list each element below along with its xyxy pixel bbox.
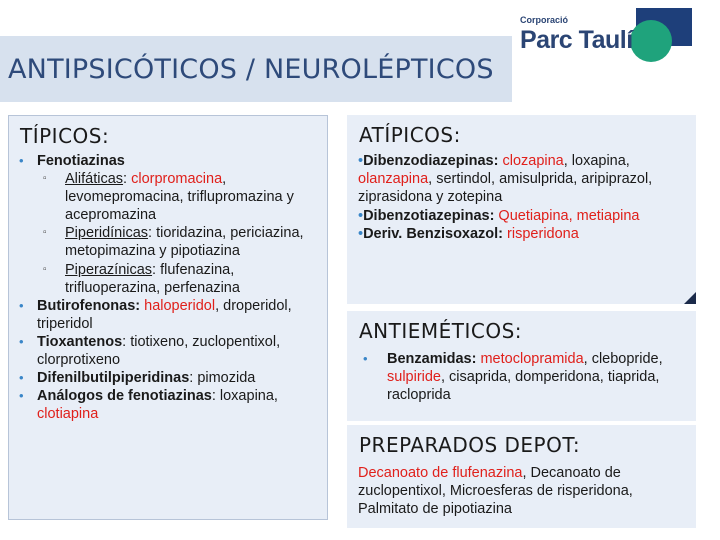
dibenzodiazepinas-red2: olanzapina xyxy=(358,171,429,188)
depot-heading xyxy=(359,433,580,457)
depot-red: Decanoato de flufenazina xyxy=(358,465,523,481)
depot-heading-colon: : xyxy=(572,433,581,457)
benzisoxazol-red: risperidona xyxy=(503,225,579,242)
analogos-red: clotiapina xyxy=(37,406,99,423)
round-bullet-icon: • xyxy=(363,351,368,366)
alifaticas-colon: : xyxy=(123,171,132,188)
depot-text xyxy=(358,464,693,519)
butirofenonas-label: Butirofenonas: xyxy=(37,297,141,314)
tioxantenos-rest: : tiotixeno, zuclopentixol, clorprotixeno xyxy=(37,333,281,369)
round-bullet-icon: • xyxy=(19,153,24,168)
antiemeticos-heading: ANTIEMÉTICOS: xyxy=(359,319,523,343)
list-item xyxy=(43,261,327,297)
tipicos-heading: TÍPICOS: xyxy=(20,124,110,148)
list-item xyxy=(17,152,327,297)
round-bullet-icon: • xyxy=(19,370,24,386)
butirofenonas-rest: , droperidol, triperidol xyxy=(37,297,292,332)
benzisoxazol-label: Deriv. Benzisoxazol: xyxy=(363,225,504,242)
dibenzodiazepinas-rest1: , loxapina, xyxy=(563,153,630,169)
depot-heading-text: PREPARADOS DEPOT xyxy=(359,433,573,457)
round-bullet-icon: • xyxy=(358,153,364,169)
analogos-label: Análogos de fenotiazinas xyxy=(37,388,212,405)
benzamidas-label: Benzamidas: xyxy=(387,351,477,367)
alifaticas-label: Alifáticas xyxy=(65,171,124,188)
round-bullet-icon: • xyxy=(358,225,364,242)
difenil-label: Difenilbutilpiperidinas xyxy=(37,370,190,387)
benzamidas-red2: sulpiride xyxy=(387,369,441,386)
benzamidas-rest2: , cisaprida, domperidona, tiaprida, racloprida xyxy=(387,369,660,404)
piperazinicas-label: Piperazínicas xyxy=(65,261,153,278)
analogos-rest: : loxapina, xyxy=(211,388,278,405)
antiemeticos-panel xyxy=(347,311,696,421)
list-item xyxy=(17,387,327,423)
square-bullet-icon: ▫ xyxy=(43,263,47,275)
dibenzodiazepinas-red: clozapina xyxy=(498,153,564,169)
piperidinicas-label: Piperidínicas xyxy=(65,225,149,242)
list-item xyxy=(43,170,327,224)
list-item xyxy=(17,369,327,387)
corner-triangle-icon xyxy=(684,292,696,304)
tipicos-panel xyxy=(8,115,328,520)
round-bullet-icon: • xyxy=(19,388,24,404)
logo-circle-icon xyxy=(630,20,672,62)
piperidinicas-rest: : tioridazina, periciazina, metopimazina y pipotiazina xyxy=(65,225,304,260)
alifaticas-rest: , levomepromacina, triflupromazina y acepromazina xyxy=(65,171,294,224)
piperazinicas-rest: : flufenazina, trifluoperazina, perfenazina xyxy=(65,261,240,296)
square-bullet-icon: ▫ xyxy=(43,227,47,239)
logo-line1: Corporació xyxy=(520,15,569,25)
antiemeticos-list xyxy=(359,350,689,405)
depot-rest: , Decanoato de zuclopentixol, Microesferas de risperidona, Palmitato de pipotiazina xyxy=(358,465,633,518)
benzamidas-rest1: , clebopride, xyxy=(583,351,663,367)
atipicos-heading: ATÍPICOS: xyxy=(359,123,461,147)
round-bullet-icon: • xyxy=(19,297,24,313)
dibenzotiazepinas-red: Quetiapina, metiapina xyxy=(494,207,640,224)
title-band xyxy=(0,36,512,102)
page-title: ANTIPSICÓTICOS / NEUROLÉPTICOS xyxy=(8,54,494,85)
list-item xyxy=(17,297,327,333)
list-item xyxy=(17,333,327,369)
atipicos-panel xyxy=(347,115,696,304)
tioxantenos-label: Tioxantenos xyxy=(37,333,123,350)
atipicos-text xyxy=(358,152,693,243)
list-item xyxy=(43,224,327,260)
round-bullet-icon: • xyxy=(19,333,24,349)
dibenzodiazepinas-label: Dibenzodiazepinas: xyxy=(363,153,499,169)
dibenzodiazepinas-rest2: , sertindol, amisulprida, aripiprazol, ziprasidona y zotepina xyxy=(358,171,653,206)
round-bullet-icon: • xyxy=(358,207,364,224)
square-bullet-icon: ▫ xyxy=(43,173,47,185)
alifaticas-red: clorpromacina xyxy=(131,171,223,188)
dibenzotiazepinas-label: Dibenzotiazepinas: xyxy=(363,207,495,224)
logo-line2: Parc Taulí xyxy=(520,26,633,54)
difenil-rest: : pimozida xyxy=(189,370,256,387)
tipicos-list xyxy=(17,152,327,423)
depot-panel xyxy=(347,425,696,528)
list-item xyxy=(359,350,689,405)
butirofenonas-red: haloperidol xyxy=(140,297,216,314)
fenotiazinas-label: Fenotiazinas xyxy=(37,153,125,169)
benzamidas-red1: metoclopramida xyxy=(476,351,584,367)
fenotiazinas-sublist xyxy=(43,170,327,297)
logo xyxy=(512,0,720,102)
